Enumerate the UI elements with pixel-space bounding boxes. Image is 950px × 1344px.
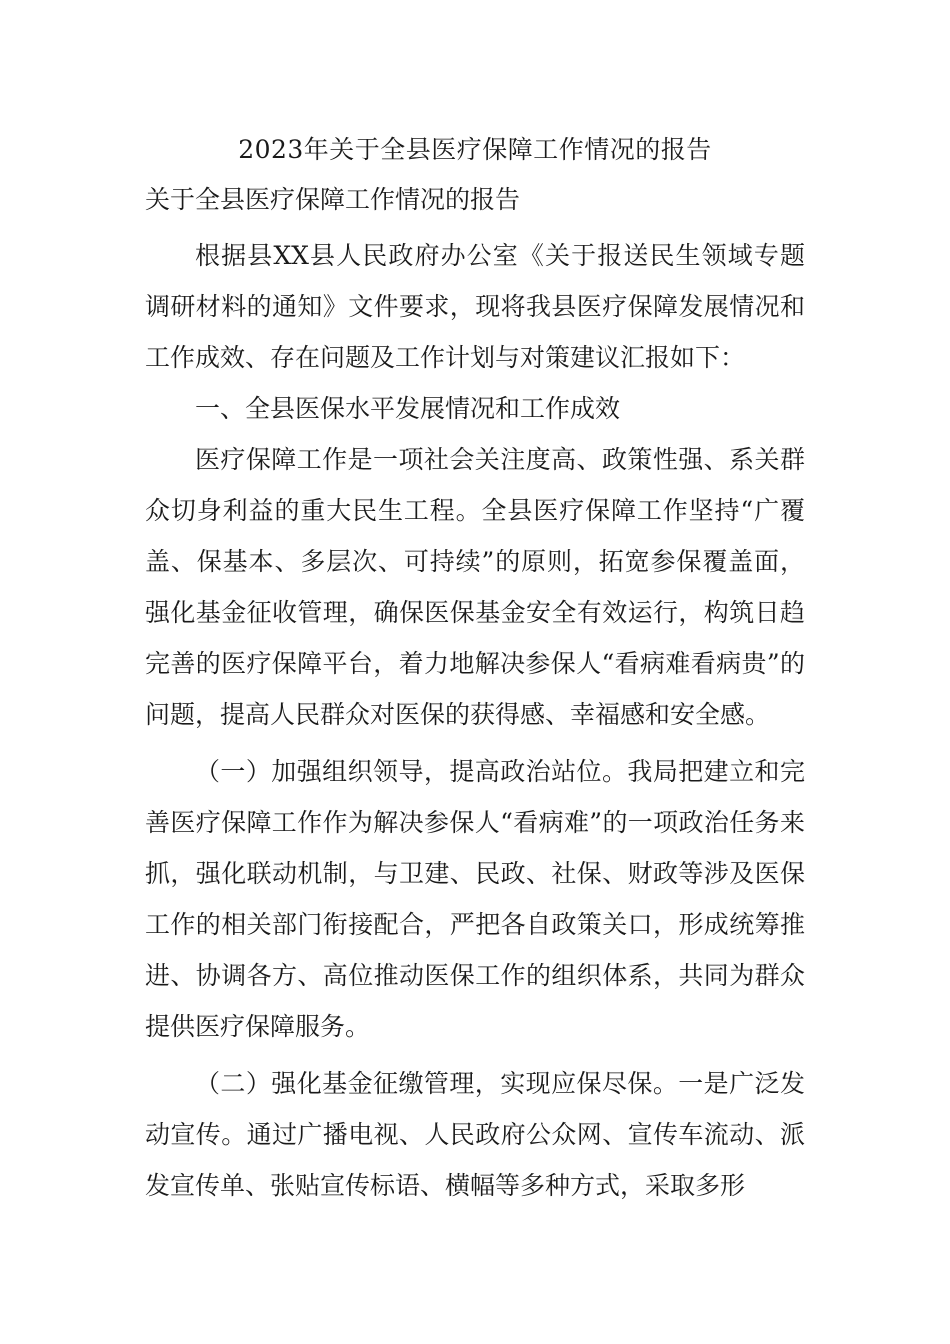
document-subtitle: 关于全县医疗保障工作情况的报告 — [145, 185, 521, 214]
paragraph-item-2: （二）强化基金征缴管理，实现应保尽保。一是广泛发动宣传。通过广播电视、人民政府公众网、宣传车流动、派发宣传单、张贴宣传标语、横幅等多种方式，采取多形 — [145, 1069, 805, 1200]
paragraph-overview: 医疗保障工作是一项社会关注度高、政策性强、系关群众切身利益的重大民生工程。全县医疗保障工作坚持“广覆盖、保基本、多层次、可持续”的原则，拓宽参保覆盖面，强化基金征收管理，确保医保基金安全有效运行，构筑日趋完善的医疗保障平台，着力地解决参保人“看病难看病贵”的问题，提高人民群众对医保的获得感、幸福感和安全感。 — [145, 445, 805, 729]
section-heading-1: 一、全县医保水平发展情况和工作成效 — [195, 394, 621, 423]
paragraph-intro: 根据县XX县人民政府办公室《关于报送民生领域专题调研材料的通知》文件要求，现将我县医疗保障发展情况和工作成效、存在问题及工作计划与对策建议汇报如下： — [145, 241, 805, 372]
document-title: 2023年关于全县医疗保障工作情况的报告 — [238, 135, 712, 164]
paragraph-item-1: （一）加强组织领导，提高政治站位。我局把建立和完善医疗保障工作作为解决参保人“看病难”的一项政治任务来抓，强化联动机制，与卫建、民政、社保、财政等涉及医保工作的相关部门衔接配合，严把各自政策关口，形成统筹推进、协调各方、高位推动医保工作的组织体系，共同为群众提供医疗保障服务。 — [145, 757, 805, 1041]
document-body — [145, 230, 805, 1211]
